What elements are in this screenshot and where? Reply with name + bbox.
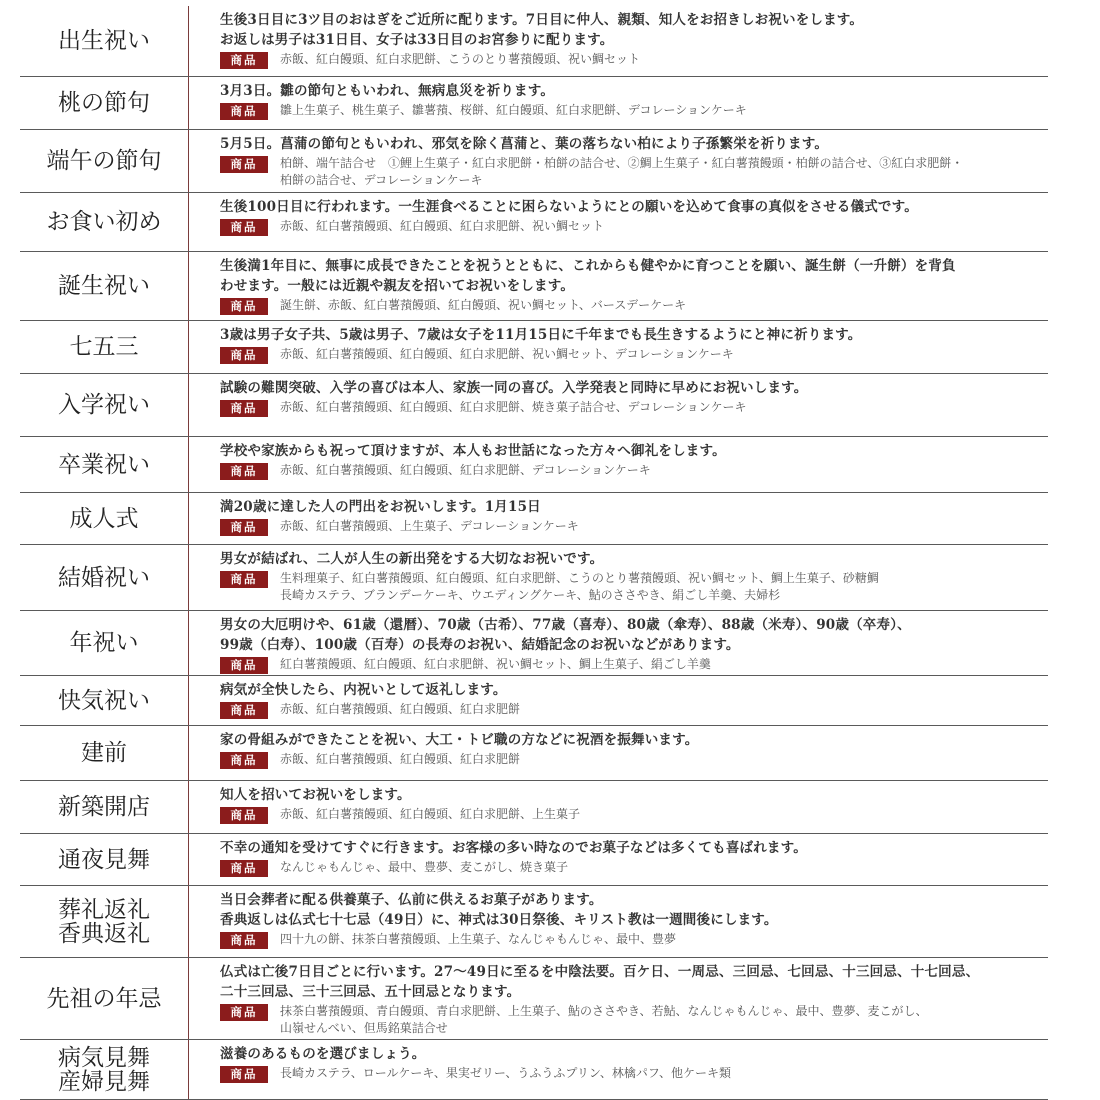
product-list: 紅白薯蕷饅頭、紅白饅頭、紅白求肥餅、祝い鯛セット、鯛上生菓子、絹ごし羊羹 bbox=[280, 657, 711, 671]
event-name: 快気祝い bbox=[20, 676, 189, 725]
event-description: 滋養のあるものを選びましょう。 bbox=[220, 1046, 426, 1062]
product-badge: 商品 bbox=[220, 932, 268, 949]
event-description: 知人を招いてお祝いをします。 bbox=[220, 787, 411, 803]
product-list: 赤飯、紅白薯蕷饅頭、上生菓子、デコレーションケーキ bbox=[280, 519, 579, 533]
product-list: 赤飯、紅白薯蕷饅頭、紅白饅頭、紅白求肥餅、祝い鯛セット bbox=[280, 219, 605, 233]
product-list: 赤飯、紅白薯蕷饅頭、紅白饅頭、紅白求肥餅、上生菓子 bbox=[280, 807, 581, 821]
event-name: 成人式 bbox=[20, 493, 189, 544]
product-badge: 商品 bbox=[220, 519, 268, 536]
product-line bbox=[220, 1003, 1048, 1037]
product-line bbox=[220, 518, 1048, 536]
event-description: 不幸の通知を受けてすぐに行きます。お客様の多い時なのでお菓子などは多くても喜ばれます。 bbox=[220, 840, 807, 856]
product-line bbox=[220, 346, 1048, 364]
event-details bbox=[189, 252, 1048, 320]
product-line bbox=[220, 570, 1048, 604]
event-name: 端午の節句 bbox=[20, 130, 189, 192]
product-badge: 商品 bbox=[220, 752, 268, 769]
event-description: 家の骨組みができたことを祝い、大工・トビ職の方などに祝酒を振舞います。 bbox=[220, 732, 699, 748]
event-details bbox=[189, 193, 1048, 251]
product-badge: 商品 bbox=[220, 1066, 268, 1083]
event-details bbox=[189, 130, 1048, 192]
product-line bbox=[220, 656, 1048, 674]
event-description: 当日会葬者に配る供養菓子、仏前に供えるお菓子があります。 香典返しは仏式七十七忌（49日）に、神式は30日祭後、キリスト教は一週間後にします。 bbox=[220, 892, 778, 928]
event-row bbox=[20, 834, 1048, 886]
event-details bbox=[189, 676, 1048, 725]
product-list: 雛上生菓子、桃生菓子、雛薯蕷、桜餅、紅白饅頭、紅白求肥餅、デコレーションケーキ bbox=[280, 103, 747, 117]
product-line bbox=[220, 155, 1048, 189]
event-details bbox=[189, 886, 1048, 957]
product-list: 赤飯、紅白薯蕷饅頭、紅白饅頭、紅白求肥餅、デコレーションケーキ bbox=[280, 463, 651, 477]
product-line bbox=[220, 102, 1048, 120]
event-row bbox=[20, 6, 1048, 77]
event-description: 学校や家族からも祝って頂けますが、本人もお世話になった方々へ御礼をします。 bbox=[220, 443, 726, 459]
product-line bbox=[220, 806, 1048, 824]
event-name: 出生祝い bbox=[20, 6, 189, 76]
product-line bbox=[220, 1065, 1048, 1083]
product-badge: 商品 bbox=[220, 52, 268, 69]
event-description: 生後100日目に行われます。一生涯食べることに困らないようにとの願いを込めて食事の真似をさせる儀式です。 bbox=[220, 199, 918, 215]
event-name: 入学祝い bbox=[20, 374, 189, 436]
product-badge: 商品 bbox=[220, 347, 268, 364]
product-list: 赤飯、紅白饅頭、紅白求肥餅、こうのとり薯蕷饅頭、祝い鯛セット bbox=[280, 52, 641, 66]
product-badge: 商品 bbox=[220, 702, 268, 719]
event-row bbox=[20, 611, 1048, 676]
event-description: 生後3日目に3ツ目のおはぎをご近所に配ります。7日目に仲人、親類、知人をお招きしお祝いをします。 お返しは男子は31日目、女子は33日目のお宮参りに配ります。 bbox=[220, 12, 864, 48]
event-details bbox=[189, 781, 1048, 833]
product-line bbox=[220, 462, 1048, 480]
occasion-table bbox=[20, 6, 1048, 1100]
product-list: 柏餅、端午詰合せ ①鯉上生菓子・紅白求肥餅・柏餅の詰合せ、②鯛上生菓子・紅白薯蕷饅頭・柏餅の詰合せ、③紅白求肥餅・ 柏餅の詰合せ、デコレーションケーキ bbox=[280, 156, 964, 187]
event-description: 満20歳に達した人の門出をお祝いします。1月15日 bbox=[220, 499, 541, 515]
product-line bbox=[220, 859, 1048, 877]
event-name: 葬礼返礼 香典返礼 bbox=[20, 886, 189, 957]
event-name: 病気見舞 産婦見舞 bbox=[20, 1040, 189, 1099]
event-description: 試験の難関突破、入学の喜びは本人、家族一同の喜び。入学発表と同時に早めにお祝いします。 bbox=[220, 380, 808, 396]
event-row bbox=[20, 130, 1048, 193]
product-badge: 商品 bbox=[220, 807, 268, 824]
event-row bbox=[20, 781, 1048, 834]
event-row bbox=[20, 437, 1048, 493]
event-description: 3歳は男子女子共、5歳は男子、7歳は女子を11月15日に千年までも長生きするようにと神に祈ります。 bbox=[220, 327, 862, 343]
product-badge: 商品 bbox=[220, 860, 268, 877]
event-details bbox=[189, 6, 1048, 76]
product-badge: 商品 bbox=[220, 156, 268, 173]
product-list: 四十九の餅、抹茶白薯蕷饅頭、上生菓子、なんじゃもんじゃ、最中、豊夢 bbox=[280, 932, 677, 946]
product-badge: 商品 bbox=[220, 298, 268, 315]
event-name: お食い初め bbox=[20, 193, 189, 251]
event-details bbox=[189, 611, 1048, 675]
event-row bbox=[20, 493, 1048, 545]
event-description: 男女が結ばれ、二人が人生の新出発をする大切なお祝いです。 bbox=[220, 551, 604, 567]
event-name: 七五三 bbox=[20, 321, 189, 373]
event-row bbox=[20, 321, 1048, 374]
product-badge: 商品 bbox=[220, 1004, 268, 1021]
product-line bbox=[220, 701, 1048, 719]
product-list: 誕生餅、赤飯、紅白薯蕷饅頭、紅白饅頭、祝い鯛セット、バースデーケーキ bbox=[280, 298, 687, 312]
event-name: 年祝い bbox=[20, 611, 189, 675]
event-row bbox=[20, 886, 1048, 958]
event-details bbox=[189, 834, 1048, 885]
event-row bbox=[20, 676, 1048, 726]
event-details bbox=[189, 726, 1048, 780]
product-badge: 商品 bbox=[220, 103, 268, 120]
event-row bbox=[20, 1040, 1048, 1100]
product-list: 抹茶白薯蕷饅頭、青白饅頭、青白求肥餅、上生菓子、鮎のささやき、若鮎、なんじゃもんじゃ、最中、豊夢、麦こがし、 山嶺せんべい、但馬銘菓詰合せ bbox=[280, 1004, 928, 1035]
event-details bbox=[189, 374, 1048, 436]
product-line bbox=[220, 931, 1048, 949]
product-list: 長崎カステラ、ロールケーキ、果実ゼリー、うふうふプリン、林檎パフ、他ケーキ類 bbox=[280, 1066, 731, 1080]
product-badge: 商品 bbox=[220, 219, 268, 236]
event-details bbox=[189, 493, 1048, 544]
event-description: 3月3日。雛の節句ともいわれ、無病息災を祈ります。 bbox=[220, 83, 555, 99]
product-line bbox=[220, 399, 1048, 417]
event-name: 結婚祝い bbox=[20, 545, 189, 610]
event-name: 新築開店 bbox=[20, 781, 189, 833]
product-list: 赤飯、紅白薯蕷饅頭、紅白饅頭、紅白求肥餅、祝い鯛セット、デコレーションケーキ bbox=[280, 347, 734, 361]
product-line bbox=[220, 751, 1048, 769]
product-badge: 商品 bbox=[220, 400, 268, 417]
event-name: 桃の節句 bbox=[20, 77, 189, 129]
event-row bbox=[20, 726, 1048, 781]
product-list: 生料理菓子、紅白薯蕷饅頭、紅白饅頭、紅白求肥餅、こうのとり薯蕷饅頭、祝い鯛セット、鯛上生菓子、砂糖鯛 長崎カステラ、ブランデーケーキ、ウエディングケーキ、鮎のささやき、絹ごし羊羹、夫婦杉 bbox=[280, 571, 879, 602]
event-description: 男女の大厄明けや、61歳（還暦）、70歳（古希）、77歳（喜寿）、80歳（傘寿）、88歳（米寿）、90歳（卒寿）、 99歳（白寿）、100歳（百寿）の長寿のお祝い、結婚記念のお祝いなどがあります。 bbox=[220, 617, 911, 653]
event-name: 誕生祝い bbox=[20, 252, 189, 320]
product-line bbox=[220, 51, 1048, 69]
event-description: 生後満1年目に、無事に成長できたことを祝うとともに、これからも健やかに育つことを願い、誕生餅（一升餅）を背負 わせます。一般には近親や親友を招いてお祝いをします。 bbox=[220, 258, 956, 294]
event-name: 通夜見舞 bbox=[20, 834, 189, 885]
event-row bbox=[20, 958, 1048, 1040]
event-description: 仏式は亡後7日目ごとに行います。27〜49日に至るを中陰法要。百ケ日、一周忌、三回忌、七回忌、十三回忌、十七回忌、 二十三回忌、三十三回忌、五十回忌となります。 bbox=[220, 964, 980, 1000]
product-line bbox=[220, 297, 1048, 315]
product-badge: 商品 bbox=[220, 463, 268, 480]
product-list: 赤飯、紅白薯蕷饅頭、紅白饅頭、紅白求肥餅 bbox=[280, 752, 521, 766]
event-row bbox=[20, 77, 1048, 130]
event-details bbox=[189, 958, 1048, 1039]
event-details bbox=[189, 1040, 1048, 1099]
event-name: 卒業祝い bbox=[20, 437, 189, 492]
product-badge: 商品 bbox=[220, 571, 268, 588]
product-list: 赤飯、紅白薯蕷饅頭、紅白饅頭、紅白求肥餅 bbox=[280, 702, 521, 716]
event-details bbox=[189, 77, 1048, 129]
event-row bbox=[20, 374, 1048, 437]
product-list: 赤飯、紅白薯蕷饅頭、紅白饅頭、紅白求肥餅、焼き菓子詰合せ、デコレーションケーキ bbox=[280, 400, 747, 414]
product-badge: 商品 bbox=[220, 657, 268, 674]
event-row bbox=[20, 252, 1048, 321]
product-list: なんじゃもんじゃ、最中、豊夢、麦こがし、焼き菓子 bbox=[280, 860, 569, 874]
event-name: 先祖の年忌 bbox=[20, 958, 189, 1039]
event-details bbox=[189, 437, 1048, 492]
event-description: 5月5日。菖蒲の節句ともいわれ、邪気を除く菖蒲と、葉の落ちない柏により子孫繁栄を祈ります。 bbox=[220, 136, 829, 152]
event-name: 建前 bbox=[20, 726, 189, 780]
event-details bbox=[189, 321, 1048, 373]
event-row bbox=[20, 193, 1048, 252]
event-details bbox=[189, 545, 1048, 610]
event-description: 病気が全快したら、内祝いとして返礼します。 bbox=[220, 682, 507, 698]
event-row bbox=[20, 545, 1048, 611]
product-line bbox=[220, 218, 1048, 236]
